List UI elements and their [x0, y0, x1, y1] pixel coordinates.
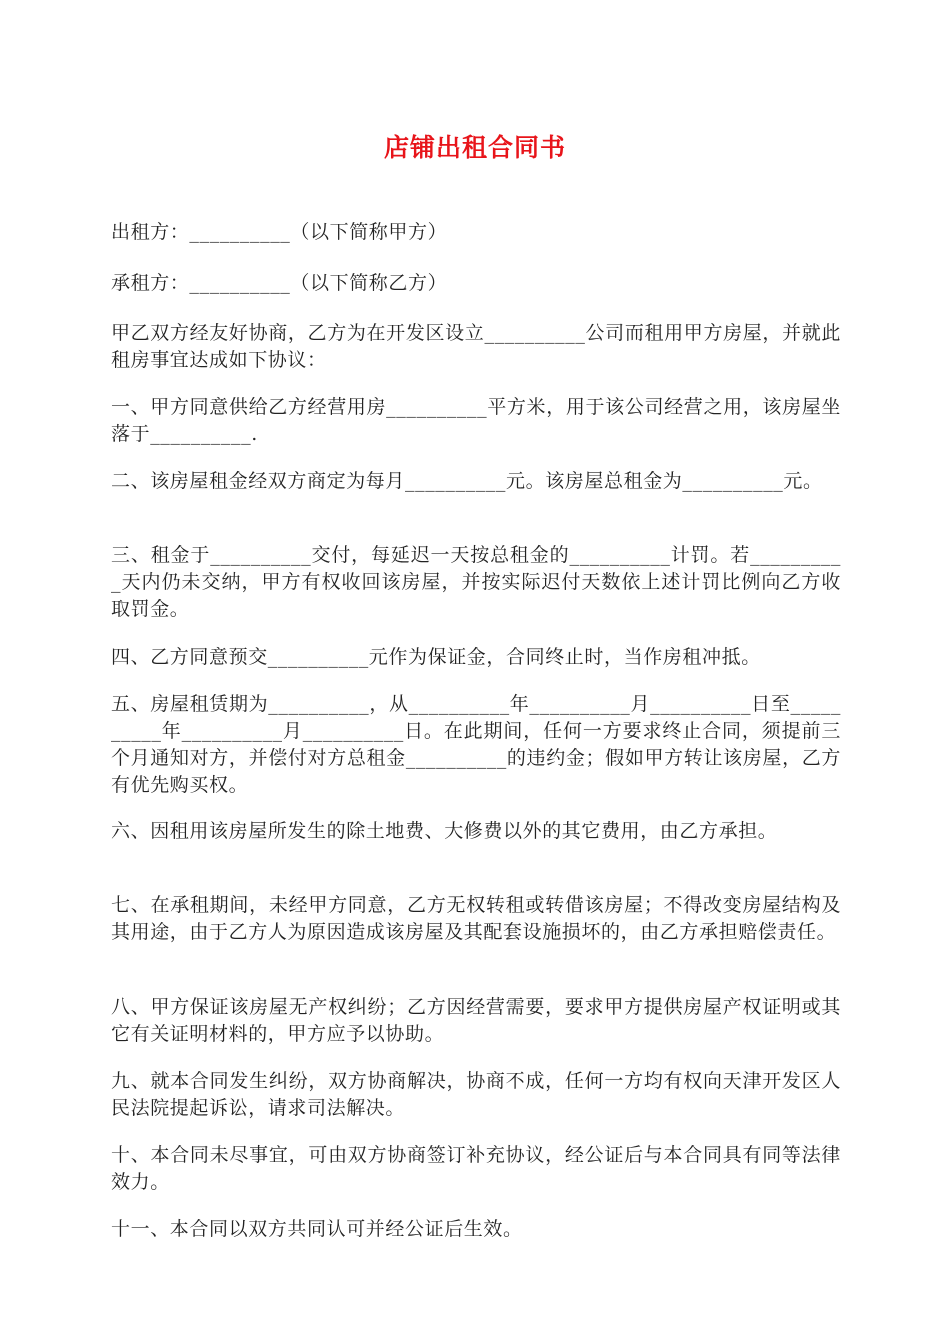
paragraph-clause-6: 六、因租用该房屋所发生的除土地费、大修费以外的其它费用，由乙方承担。: [111, 820, 778, 842]
paragraph-clause-2: 二、该房屋租金经双方商定为每月__________元。该房屋总租金为__________元。: [111, 470, 823, 492]
document-title: 店铺出租合同书: [383, 133, 566, 162]
paragraph-lessor: 出租方：__________（以下简称甲方）: [111, 221, 448, 243]
paragraph-clause-4: 四、乙方同意预交__________元作为保证金，合同终止时，当作房租冲抵。: [111, 646, 761, 668]
paragraph-lessee: 承租方：__________（以下简称乙方）: [111, 272, 448, 294]
paragraph-clause-11: 十一、本合同以双方共同认可并经公证后生效。: [111, 1218, 523, 1240]
paragraph-clause-3: 三、租金于__________交付，每延迟一天按总租金的__________计罚。若__________天内仍未交纳，甲方有权收回该房屋，并按实际迟付天数依上述计罚比例向乙方收取罚金。: [111, 544, 841, 620]
paragraph-clause-10: 十、本合同未尽事宜，可由双方协商签订补充协议，经公证后与本合同具有同等法律效力。: [111, 1144, 841, 1193]
paragraph-clause-8: 八、甲方保证该房屋无产权纠纷；乙方因经营需要，要求甲方提供房屋产权证明或其它有关证明材料的，甲方应予以协助。: [111, 996, 841, 1045]
paragraph-clause-9: 九、就本合同发生纠纷，双方协商解决，协商不成，任何一方均有权向天津开发区人民法院提起诉讼，请求司法解决。: [111, 1070, 841, 1119]
paragraph-preamble: 甲乙双方经友好协商，乙方为在开发区设立__________公司而租用甲方房屋，并就此租房事宜达成如下协议：: [111, 322, 841, 371]
paragraph-clause-1: 一、甲方同意供给乙方经营用房__________平方米，用于该公司经营之用，该房屋坐落于__________.: [111, 396, 841, 445]
paragraph-clause-7: 七、在承租期间，未经甲方同意，乙方无权转租或转借该房屋；不得改变房屋结构及其用途，由于乙方人为原因造成该房屋及其配套设施损坏的，由乙方承担赔偿责任。: [111, 894, 841, 943]
paragraph-clause-5: 五、房屋租赁期为__________，从__________年__________月__________日至__________年__________月__________日。在此期间，任何一方要求终止合同，须提前三个月通知对方，并偿付对方总租金__________的违约金；假如甲方转让该房屋，乙方有优先购买权。: [111, 693, 841, 796]
